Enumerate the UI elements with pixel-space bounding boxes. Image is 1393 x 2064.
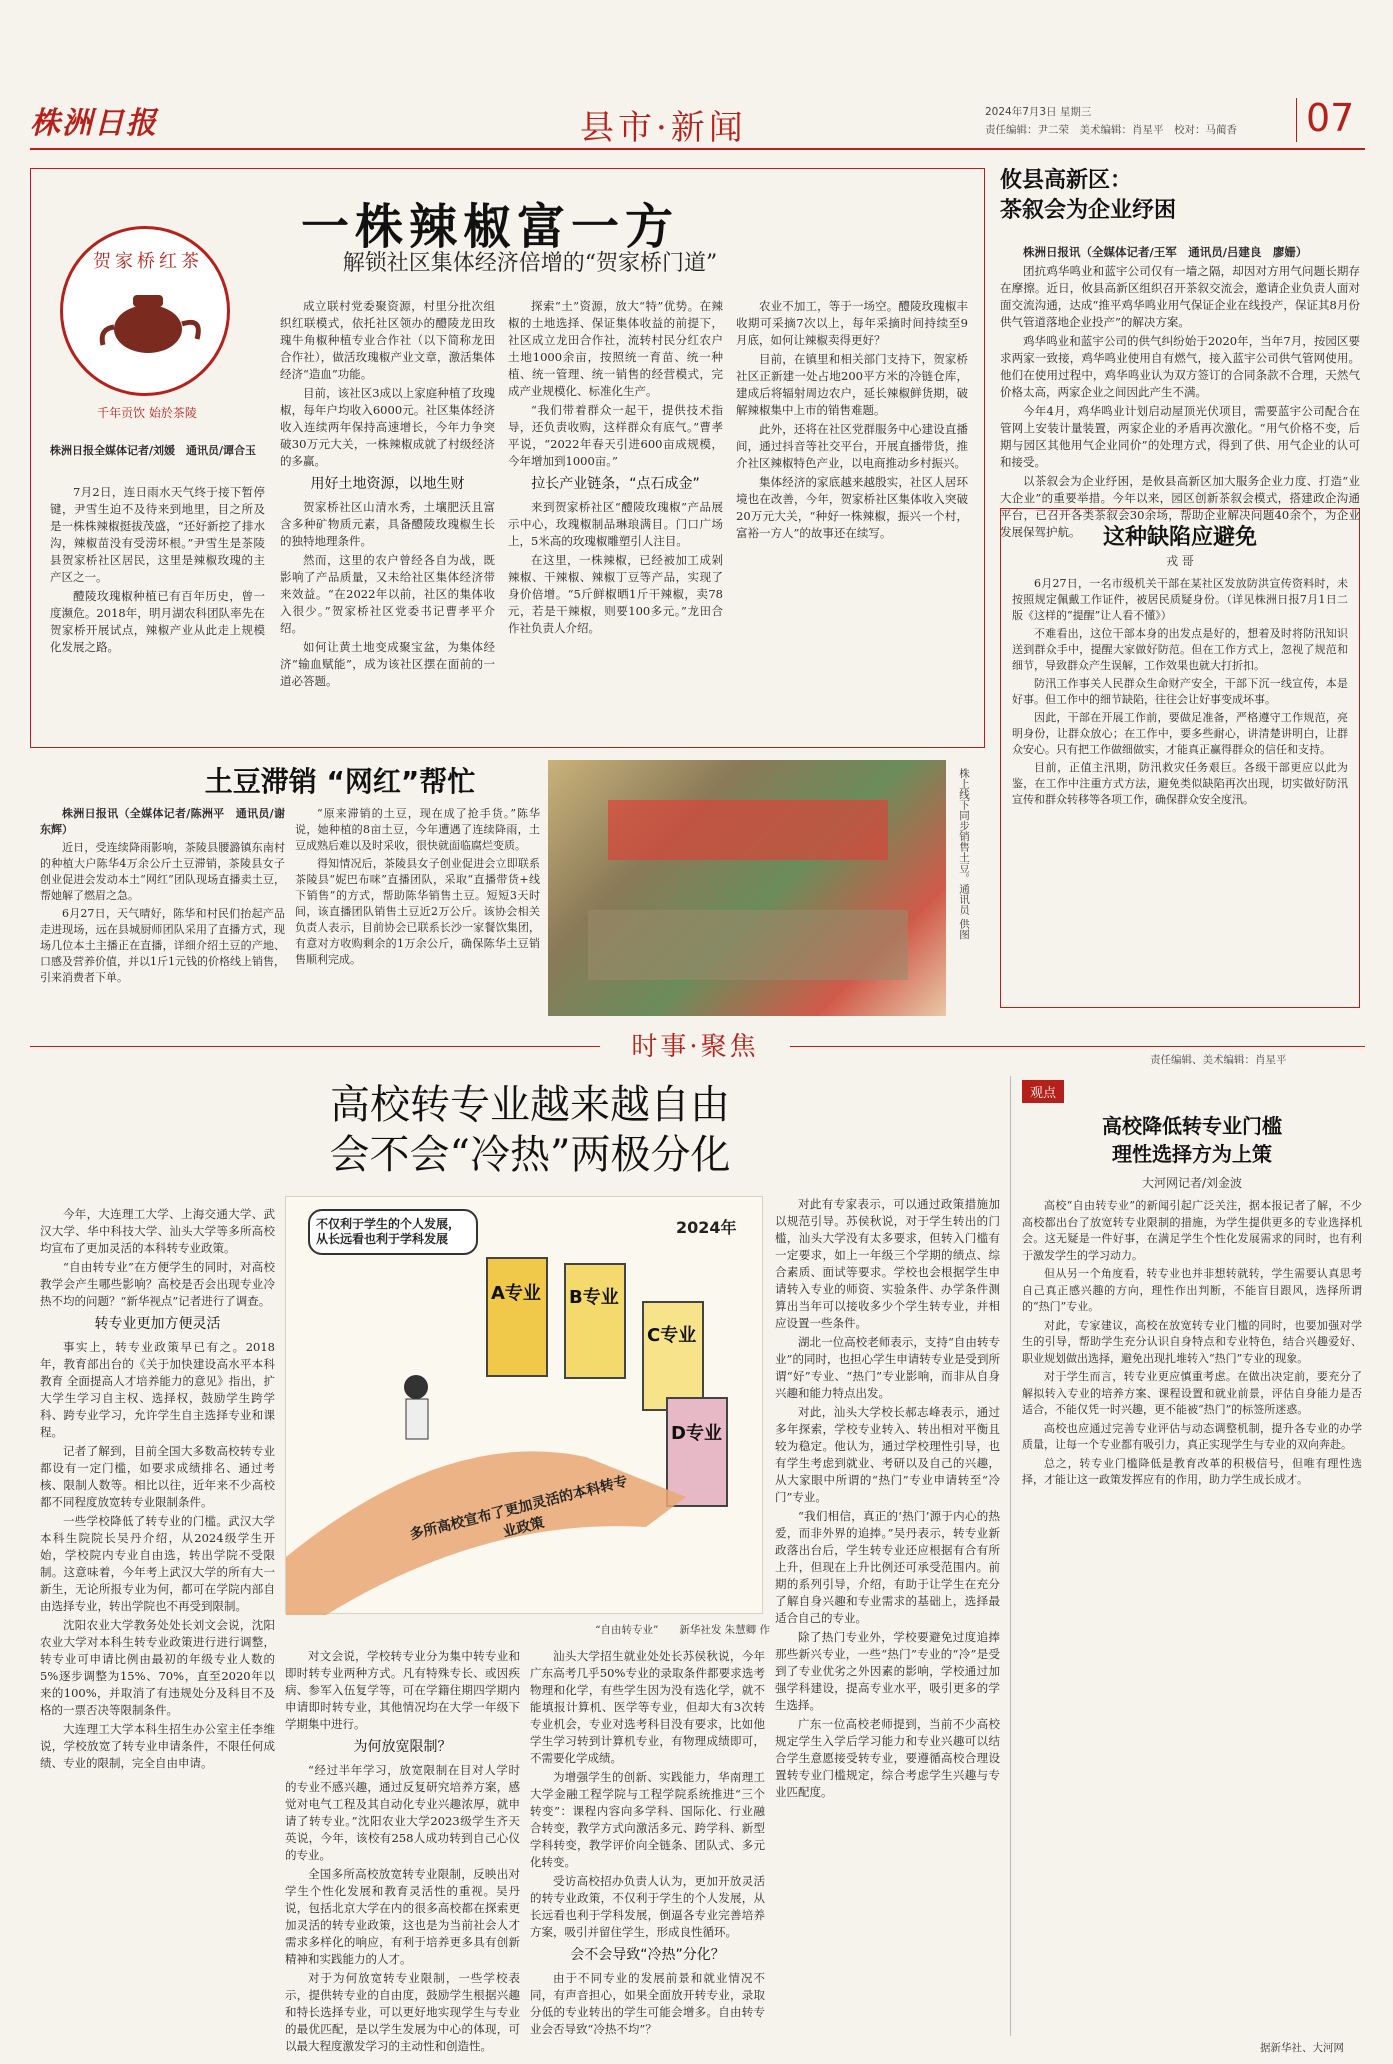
university-paragraph: 一些学校降低了转专业的门槛。武汉大学本科生院院长吴丹介绍，从2024级学生开始，学校院内专业自由选，转出学院不受限制。这意味着，今年考上武汉大学的所有大一新生，无论所报专业为何，都可在学院内部自由选择专业，转出学院也不再受到限制。 [40, 1514, 275, 1613]
university-paragraph: 湖北一位高校老师表示，支持“自由转专业”的同时，也担心学生申请转专业是受到所谓“好”专业、“热门”专业影响，而非从自身兴趣和能力特点出发。 [775, 1335, 1000, 1400]
university-paragraph: 受访高校招办负责人认为，更加开放灵活的转专业政策，不仅利于学生的个人发展，从长远看也利于学科发展，倒逼各专业完善培养方案，吸引并留住学生，形成良性循环。 [530, 1874, 765, 1939]
commentary-paragraph: 不难看出，这位干部本身的出发点是好的，想着及时将防汛知识送到群众手中，提醒大家做好防范。但在工作方式上，忽视了规范和细节，导致群众产生误解，工作效果也就大打折扣。 [1012, 627, 1348, 672]
viewpoint-headline-line1: 高校降低转专业门槛 [1102, 1114, 1282, 1138]
illustration-year: 2024年 [676, 1218, 737, 1237]
lead-paragraph: 目前，该社区3成以上家庭种植了玫瑰椒，每年户均收入6000元。社区集体经济收入连续两年保持高速增长，今年力争突破30万元大关，一株辣椒成就了村级经济的多赢。 [280, 386, 495, 468]
university-col-3 [530, 1648, 765, 2038]
university-subhead: 会不会导致“冷热”分化？ [570, 1947, 725, 1963]
lead-headline: 一株辣椒富一方 [300, 199, 679, 255]
viewpoint-tag: 观点 [1022, 1080, 1064, 1103]
viewpoint-headline-line2: 理性选择方为上策 [1112, 1142, 1272, 1166]
viewpoint-paragraph: 总之，转专业门槛降低是教育改革的积极信号，但唯有理性选择，才能让这一政策发挥应有的作用，助力学生成长成才。 [1022, 1456, 1362, 1486]
university-paragraph: 由于不同专业的发展前景和就业情况不同，有声音担心，如果全面放开转专业，录取分低的专业转出的学生可能会增多。自由转专业会否导致“冷热不均”？ [530, 1971, 765, 2036]
potato-col-2 [295, 806, 540, 1016]
door-d-label: D专业 [671, 1423, 722, 1444]
section2-title: 时事·聚焦 [600, 1026, 790, 1063]
viewpoint-headline [1022, 1112, 1362, 1168]
university-paragraph [40, 1920, 41, 1921]
seal-text: 贺家桥红茶 [93, 251, 203, 272]
potato-col-1 [40, 806, 285, 1016]
section2-editors: 责任编辑、美术编辑：肖星平 [1150, 1054, 1287, 1066]
lead-col-1 [50, 484, 265, 739]
viewpoint-divider [1010, 1076, 1011, 2036]
photo-crowd-shape [588, 910, 908, 980]
university-paragraph: 除了热门专业外，学校要避免过度追捧那些新兴专业，一些“热门”专业的“冷”是受到了专业优劣之外因素的影响，学校通过加强学科建设，提高专业水平，吸引更多的学生选择。 [775, 1630, 1000, 1712]
youxian-headline-line1: 攸县高新区： [1000, 168, 1133, 193]
university-paragraph: 今年，大连理工大学、上海交通大学、武汉大学、华中科技大学、汕头大学等多所高校均宣布了更加灵活的本科转专业政策。 [40, 1207, 275, 1255]
student-head-icon [404, 1375, 428, 1399]
transfer-illustration [285, 1196, 763, 1614]
page-number-divider [1296, 98, 1297, 142]
commentary-paragraph: 目前，正值主汛期，防汛救灾任务艰巨。各级干部更应以此为鉴，在工作中注重方式方法，避免类似缺陷再次出现，切实做好防汛宣传和群众转移等各项工作，确保群众安全度汛。 [1012, 761, 1348, 806]
university-paragraph: 全国多所高校放宽转专业限制，反映出对学生个性化发展和教育灵活性的重视。吴丹说，包括北京大学在内的很多高校都在探索更加灵活的转专业政策，这也是为当前社会人才需求多样化的响应，有利于培养更多具有创新精神和实践能力的人才。 [285, 1867, 520, 1966]
university-paragraph: 对此有专家表示，可以通过政策措施加以规范引导。苏侯秋说，对于学生转出的门槛，汕头大学没有太多要求，但转入门槛有一定要求，如上一年级三个学期的绩点、综合素质、面试等要求。学校也会根据学生申请转入专业的师资、实验条件、办学条件测算出当年可以接收多少个学生转专业，并相应设置一些条件。 [775, 1197, 1000, 1330]
lead-col-2 [280, 298, 495, 738]
university-paragraph: 记者了解到，目前全国大多数高校转专业都设有一定门槛，如要求成绩排名、通过考核、限制人数等。相比以往，近年来不少高校都不同程度放宽转专业限制条件。 [40, 1444, 275, 1509]
viewpoint-paragraph: 高校也应通过完善专业评估与动态调整机制，提升各专业的办学质量，让每一个专业都有吸引力，真正实现学生与专业的双向奔赴。 [1022, 1421, 1362, 1451]
issue-date: 2024年7月3日 星期三 [985, 106, 1092, 118]
potato-byline: 株洲日报讯（全媒体记者/陈洲平 通讯员/谢东辉） [40, 807, 285, 836]
illustration-road-svg [286, 1197, 764, 1615]
university-paragraph: 对于为何放宽转专业限制，一些学校表示，提供转专业的自由度，鼓励学生根据兴趣和特长选择专业，可以更好地实现学生与专业的最优匹配，是以学生发展为中心的体现，可以最大程度激发学习的主动性和创造性。 [285, 1971, 520, 2053]
door-b-label: B专业 [569, 1287, 619, 1308]
page-number: 07 [1306, 96, 1355, 140]
lead-paragraph: 此外，还将在社区党群服务中心建设直播间，通过抖音等社交平台，开展直播带货，推介社区辣椒特色产业，以电商推动乡村振兴。 [736, 422, 968, 470]
illustration-road-text: 多所高校宣布了更加灵活的本科转专业政策 [408, 1473, 630, 1544]
commentary-paragraph: 因此，干部在开展工作前，要做足准备，严格遵守工作规范，亮明身份，让群众放心；在工作中，要多些耐心，讲清楚讲明白，让群众安心。只有把工作做细做实，才能真正赢得群众的信任和支持。 [1012, 711, 1348, 756]
lead-paragraph: 集体经济的家底越来越殷实，社区人居环境也在改善，今年，贺家桥社区集体收入突破20万元大关，“种好一株辣椒，振兴一个村，富裕一方人”的故事还在续写。 [736, 475, 968, 540]
viewpoint-paragraph: 对此，专家建议，高校在放宽转专业门槛的同时，也要加强对学生的引导，帮助学生充分认识自身特点和专业特色，结合兴趣爱好、职业规划做出选择，避免出现扎堆转入“热门”专业的现象。 [1022, 1318, 1362, 1365]
masthead-rule [30, 148, 1365, 150]
lead-col-3 [508, 298, 723, 738]
illustration-caption: “自由转专业” 新华社发 朱慧卿 作 [595, 1624, 770, 1636]
lead-paragraph: 农业不加工，等于一场空。醴陵玫瑰椒丰收期可采摘7次以上，每年采摘时间持续至9月底，如何让辣椒卖得更好？ [736, 299, 968, 347]
illustration-speech-bubble: 不仅利于学生的个人发展，从长远看也利于学科发展 [308, 1209, 478, 1255]
viewpoint-paragraph: 对于学生而言，转专业更应慎重考虑。在做出决定前，要充分了解拟转入专业的培养方案、课程设置和就业前景，评估自身能力是否适合，不能仅凭一时兴趣，更不能被“热门”的标签所迷惑。 [1022, 1370, 1362, 1416]
university-paragraph: 广东一位高校老师提到，当前不少高校规定学生入学后学习能力和专业兴趣可以结合学生意愿接受转专业，要遵循高校合理设置转专业门槛规定，综合考虑学生兴趣与专业匹配度。 [775, 1717, 1000, 1799]
source-credit: 据新华社、大河网 [1260, 2042, 1344, 2054]
university-paragraph: 对文会说，学校转专业分为集中转专业和即时转专业两种方式。凡有特殊专长、或因疾病、参军入伍复学等，可在学籍住期四学期内申请即时转专业，其他情况均在大学一年级下学期集中进行。 [285, 1649, 520, 1731]
commentary-headline: 这种缺陷应避免 [1102, 525, 1257, 550]
youxian-headline [1000, 166, 1360, 226]
lead-paragraph: 探索“土”资源，放大“特”优势。在辣椒的土地选择、保证集体收益的前提下，社区成立龙田合作社，流转村民分红农户土地1000余亩，按照统一育苗、统一种植、统一管理、统一销售的经营模式，完成产业规模化、标准化生产。 [508, 299, 723, 398]
potato-sale-photo [548, 760, 946, 1016]
potato-paragraph: 6月27日，天气晴好，陈华和村民们抬起产品走进现场，远在县城厨师团队采用了直播方式，现场几位本土主播正在直播，详细介绍土豆的产地、口感及营养价值，并以1斤1元钱的价格线上销售，引来消费者下单。 [40, 907, 285, 984]
lead-col-4 [736, 298, 968, 738]
university-paragraph: 事实上，转专业政策早已有之。2018年，教育部出台的《关于加快建设高水平本科教育 全面提高人才培养能力的意见》指出，扩大学生学习自主权、选择权，鼓励学生跨学科、跨专业学习，允许学生自主选择专业和课程。 [40, 1340, 275, 1439]
teapot-icon [63, 229, 233, 399]
door-c-label: C专业 [647, 1325, 697, 1346]
university-overflow-paragraphs [40, 1920, 41, 1921]
lead-paragraph: 然而，这里的农户曾经各自为战，既影响了产品质量，又未给社区集体经济带来效益。“在2022年以前，社区的集体收入很少。”贺家桥社区党委书记曹孝平介绍。 [280, 553, 495, 635]
youxian-paragraph: 鸡华鸣业和蓝宇公司的供气纠纷始于2020年，当年7月，按园区要求两家一致接，鸡华鸣业使用自有燃气，接入蓝宇公司供气管网使用。他们在使用过程中，鸡华鸣业认为双方签订的合同条款不合理，天然气价格太高，两家企业之间因此产生不满。 [1000, 334, 1360, 399]
potato-photo-caption: 株上线下同步销售土豆。通讯员 供图 [958, 768, 970, 940]
university-headline-line1: 高校转专业越来越自由 [330, 1082, 730, 1128]
lead-paragraph: 如何让黄土地变成聚宝盆，为集体经济“输血赋能”，成为该社区摆在面前的一道必答题。 [280, 640, 495, 688]
university-col-2 [285, 1648, 520, 2053]
university-paragraph: “经过半年学习，放宽限制在目对人学时的专业不感兴趣，通过反复研究培养方案，感觉对电气工程及其自动化专业兴趣浓厚，就申请了转专业。”沈阳农业大学2023级学生齐天英说，今年，该校有258人成功转到自己心仪的专业。 [285, 1763, 520, 1862]
potato-paragraph: “原来滞销的土豆，现在成了抢手货。”陈华说，她种植的8亩土豆，今年遭遇了连续降雨，土豆成熟后难以及时采收，很快就面临腐烂变质。 [295, 807, 540, 852]
youxian-headline-line2: 茶叙会为企业纾困 [1000, 198, 1177, 223]
potato-paragraph: 得知情况后，茶陵县女子创业促进会立即联系茶陵县“妮巴布咪”直播团队，采取“直播带货+线下销售”的方式，帮助陈华销售土豆。短短3天时间，该直播团队销售土豆近2万公斤。该协会相关负责人表示，目前协会已联系长沙一家餐饮集团，有意对方收购剩余的1万余公斤，确保陈华土豆销售顺利完成。 [295, 857, 540, 966]
lead-paragraph: 成立联村党委聚资源，村里分批次组织红联模式，依托社区领办的醴陵龙田玫瑰牛角椒种植专业合作社（以下简称龙田合作社），做活玫瑰椒产业文章，激活集体经济“造血”功能。 [280, 299, 495, 381]
youxian-byline: 株洲日报讯（全媒体记者/王军 通讯员/吕建良 廖姗） [1023, 245, 1308, 259]
university-paragraph: “我们相信，真正的‘热门’源于内心的热爱，而非外界的追捧。”吴丹表示，转专业新政落出台后，学生转专业还应根据有合有所上升，但现在上升比例还可承受范围内。前期的系列引导，介绍，有助于让学生在充分了解自身兴趣和专业需求的基础上，选择最适合自己的专业。 [775, 1509, 1000, 1625]
university-paragraph: 大连理工大学本科生招生办公室主任李维说，学校放宽了转专业申请条件，不限任何成绩、专业的限制，完全自由申请。 [40, 1722, 275, 1770]
university-col-1 [40, 1206, 275, 2036]
youxian-paragraph: 团抗鸡华鸣业和蓝宇公司仅有一墙之隔，却因对方用气问题长期存在摩擦。近日，攸县高新区组织召开茶叙交流会，邀请企业负责人面对面交流沟通，达成“推平鸡华鸣业用气保证企业在线投产，保证其8月份供气管道落地企业投产”的解决方案。 [1000, 264, 1360, 329]
photo-umbrella-shape [608, 800, 888, 860]
commentary-paragraph: 6月27日，一名市级机关干部在某社区发放防洪宣传资料时，未按照规定佩戴工作证件，被居民质疑身份。（详见株洲日报7月1日二版《这样的“提醒”让人看不懂》） [1012, 577, 1348, 622]
youxian-paragraph: 今年4月，鸡华鸣业计划启动屋顶光伏项目，需要蓝宇公司配合在管网上安装计量装置，两家企业的矛盾再次激化。“用气价格不变，后期与园区其他用气企业同价”的处理方式，得到了供、用气企业的认可和接受。 [1000, 404, 1360, 469]
potato-paragraph: 近日，受连续降雨影响，茶陵县腰潞镇东南村的种植大户陈华4万余公斤土豆滞销，茶陵县女子创业促进会发动本土“网红”团队现场直播卖土豆，帮她解了燃眉之急。 [40, 841, 285, 902]
university-paragraph: “自由转专业”在方便学生的同时，对高校教学会产生哪些影响？高校是否会出现专业冷热不均的问题？“新华视点”记者进行了调查。 [40, 1260, 275, 1308]
lead-subhead: 用好土地资源，以地生财 [310, 476, 465, 492]
viewpoint-paragraph: 高校“自由转专业”的新闻引起广泛关注，据本报记者了解，不少高校都出台了放宽转专业限制的措施，为学生提供更多的专业选择机会。这无疑是一件好事，在满足学生个性化发展需求的同时，也有利于激发学生的学习动力。 [1022, 1199, 1362, 1262]
viewpoint-paragraph: 但从另一个角度看，转专业也并非想转就转，学生需要认真思考自己真正感兴趣的方向，理性作出判断，不能盲目跟风，选择所谓的“热门”专业。 [1022, 1267, 1362, 1313]
lead-byline: 株洲日报全媒体记者/刘媛 通讯员/谭合玉 [50, 444, 257, 457]
university-paragraph: 汕头大学招生就业处处长苏侯秋说，今年广东高考几乎50%专业的录取条件都要求选考物理和化学，有些学生因为没有选化学，就不能填报计算机、医学等专业，但却大有3次转专业机会，专业对选考科目没有要求，比如他学生学习转到计算机专业，有物理成绩即可，不需要化学成绩。 [530, 1649, 765, 1765]
editors-credit: 责任编辑：尹二荣 美术编辑：肖星平 校对：马蔺香 [985, 124, 1237, 136]
viewpoint-author: 大河网记者/刘金波 [1141, 1176, 1243, 1190]
lead-paragraph: “我们带着群众一起干，提供技术指导，还负责收购，这样群众有底气。”曹孝平说，“2022年春天引进600亩成规模，今年增加到1000亩。” [508, 403, 723, 468]
university-headline [150, 1080, 910, 1180]
lead-paragraph: 目前，在镇里和相关部门支持下，贺家桥社区正新建一处占地200平方米的冷链仓库，建成后将辐射周边农户，延长辣椒鲜货期，破解辣椒集中上市的销售难题。 [736, 352, 968, 417]
commentary-paragraph: 防汛工作事关人民群众生命财产安全，干部下沉一线宣传，本是好事。但工作中的细节缺陷，往往会让好事变成坏事。 [1012, 677, 1348, 706]
youxian-paragraph: 以茶叙会为企业纾困，是攸县高新区加大服务企业力度、打造“业大企业”的重要举措。今年以来，园区创新茶叙会模式，搭建政企沟通平台，已召开各类茶叙会30余场，帮助企业解决问题40余个，为企业发展保驾护航。 [1000, 474, 1360, 539]
university-paragraph: 沈阳农业大学教务处处长刘文会说，沈阳农业大学对本科生转专业政策进行进行调整，转专业可申请比例由最初的年级专业人数的5%逐步调整为15%、70%，直至2020年以来的100%，并取消了有违规处分及科目不及格的一票否决等限制条件。 [40, 1618, 275, 1717]
door-a-label: A专业 [491, 1283, 541, 1304]
seal-caption: 千年贡饮 始於茶陵 [97, 406, 197, 420]
lead-paragraph: 7月2日，连日雨水天气终于接下暂停键，尹雪生迫不及待来到地里，目之所及是一株株辣椒挺拔茂盛，“还好新挖了排水沟，辣椒苗没有受涝坏根。”尹雪生是茶陵县贺家桥社区居民，这里是辣椒玫瑰的主产区之一。 [50, 485, 265, 584]
lead-paragraph: 贺家桥社区山清水秀，土壤肥沃且富含多种矿物质元素，具备醴陵玫瑰椒生长的独特地理条件。 [280, 500, 495, 548]
lead-paragraph: 来到贺家桥社区“醴陵玫瑰椒”产品展示中心，玫瑰椒制品琳琅满目。门口广场上，5米高的玫瑰椒雕塑引人注目。 [508, 500, 723, 548]
newspaper-logo: 株洲日报 [30, 106, 158, 141]
university-col-4 [775, 1196, 1000, 2036]
university-paragraph: 为增强学生的创新、实践能力，华南理工大学金融工程学院与工程学院系统推进“三个转变”：课程内容向多学科、国际化、行业融合转变，教学方式向激活多元、跨学科、新型学科转变，教学评价向全链条、团队式、多元化转变。 [530, 1770, 765, 1869]
lead-paragraph: 醴陵玫瑰椒种植已有百年历史，曾一度濒危。2018年，明月湖农科团队率先在贺家桥开展试点，辣椒产业从此走上规模化发展之路。 [50, 589, 265, 654]
viewpoint-body [1022, 1198, 1362, 2028]
tea-brand-seal [60, 226, 230, 396]
lead-paragraph: 在这里，一株辣椒，已经被加工成剁辣椒、干辣椒、辣椒丁豆等产品，实现了身价倍增。“5斤鲜椒晒1斤干辣椒，卖78元，若是干辣椒，则要100多元。”龙田合作社负责人介绍。 [508, 553, 723, 635]
commentary-author: 戎 哥 [1166, 554, 1194, 568]
university-paragraph: 对此，汕头大学校长郝志峰表示，通过多年探索，学校专业转入、转出相对平衡且较为稳定。他认为，通过学校理性引导，也有学生考虑到就业、考研以及自己的兴趣，从大家眼中所谓的“热门”专业申请转至“冷门”专业。 [775, 1405, 1000, 1504]
university-subhead: 转专业更加方便灵活 [94, 1316, 221, 1332]
university-subhead: 为何放宽限制？ [353, 1739, 452, 1755]
lead-subheadline: 解锁社区集体经济倍增的“贺家桥门道” [342, 251, 718, 276]
university-headline-line2: 会不会“冷热”两极分化 [329, 1132, 731, 1178]
commentary-body [1012, 576, 1348, 1000]
potato-headline: 土豆滞销 “网红”帮忙 [204, 765, 476, 798]
section-title: 县市·新闻 [580, 108, 747, 148]
student-body-icon [406, 1399, 428, 1439]
lead-subhead: 拉长产业链条，“点石成金” [531, 476, 700, 492]
